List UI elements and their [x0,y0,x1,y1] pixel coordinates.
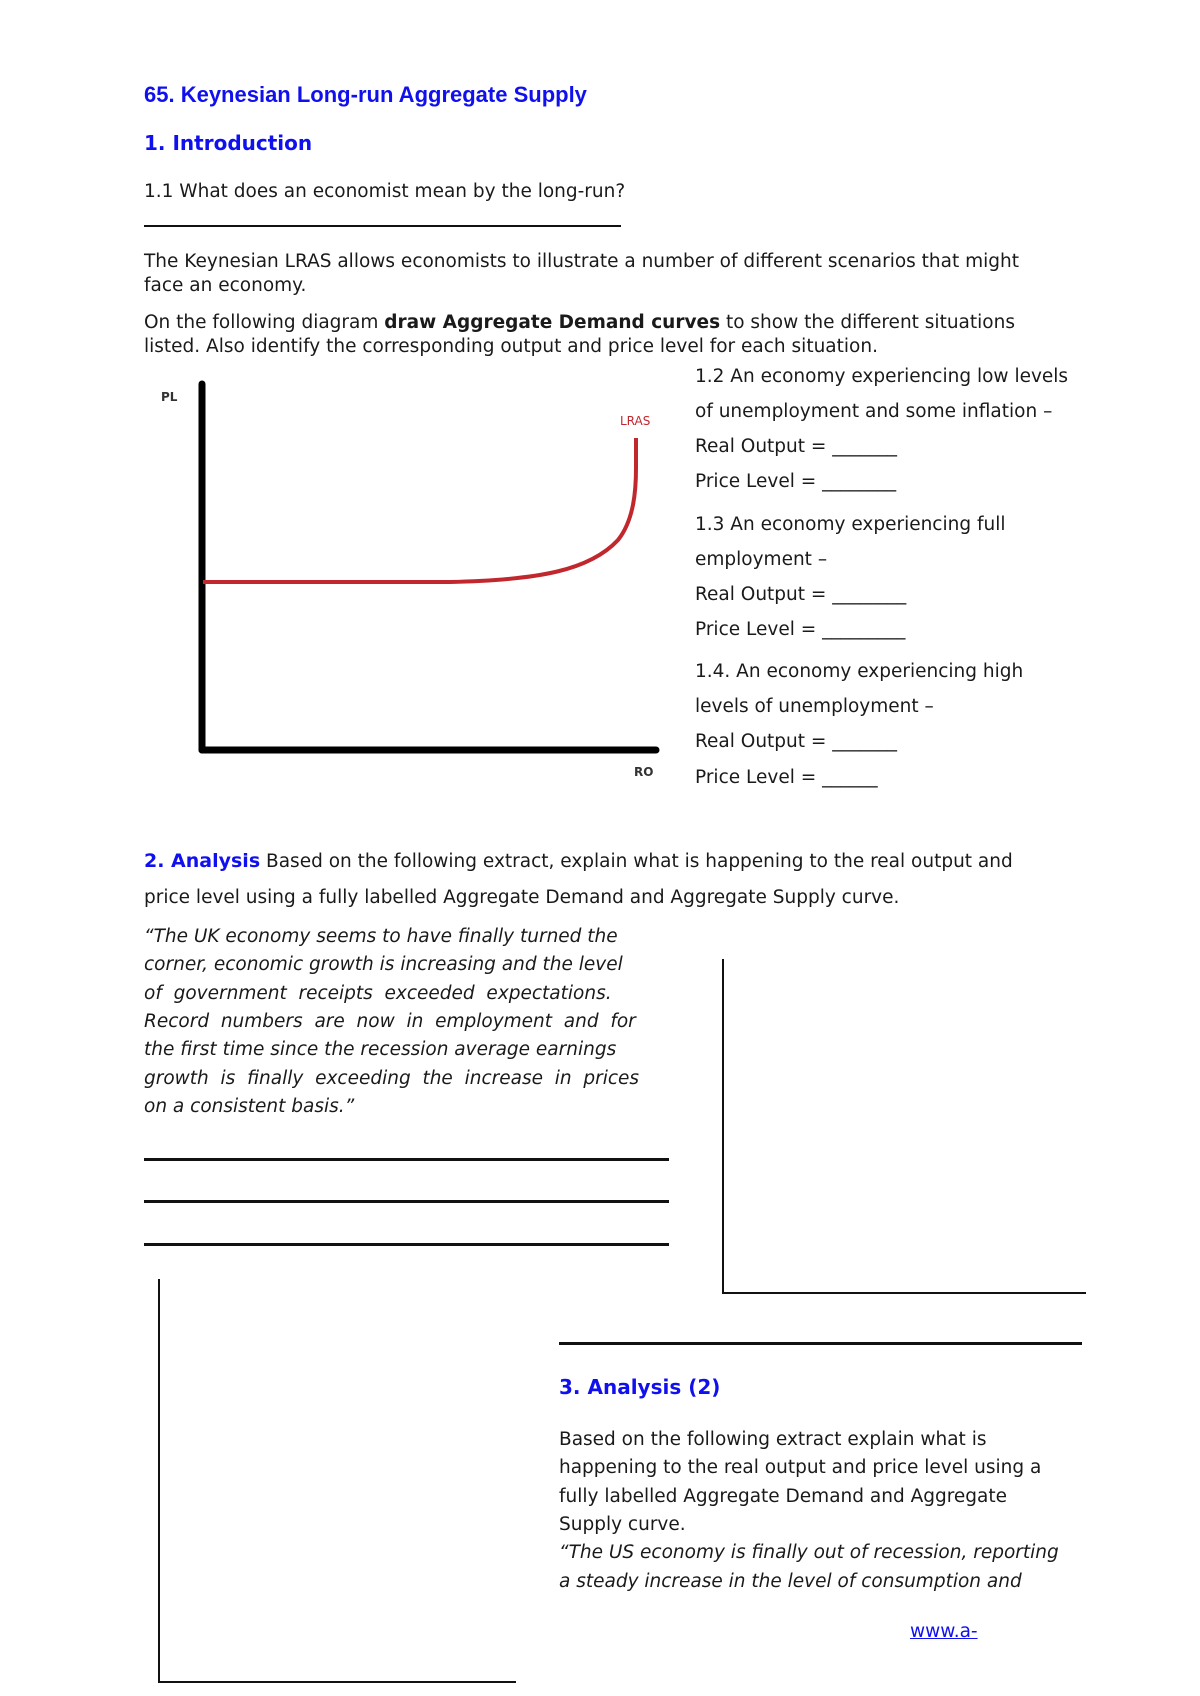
section-2-intro [144,850,1013,873]
instruction-line: listed. Also identify the corresponding output and price level for each situation. [144,336,878,357]
lras-curve [203,438,636,582]
price-level-field[interactable]: Price Level = ______ [695,767,878,788]
instruction-text: On the following diagram [144,312,385,333]
quote-line: of government receipts exceeded expectations. [144,983,612,1004]
intro-paragraph-line: face an economy. [144,275,307,296]
real-output-field[interactable]: Real Output = _______ [695,436,898,457]
instruction-bold: draw Aggregate Demand curves [384,312,721,333]
quote-line: Record numbers are now in employment and for [144,1011,636,1032]
question-1-2-line: 1.2 An economy experiencing low levels [695,366,1069,387]
answer-line[interactable] [144,1200,669,1203]
lras-diagram [150,370,670,790]
footer-link[interactable]: www.a- [910,1621,978,1642]
drawing-area-y-axis [722,959,724,1294]
page-title: 65. Keynesian Long-run Aggregate Supply [144,82,587,107]
real-output-field[interactable]: Real Output = ________ [695,584,907,605]
x-axis-label: RO [634,765,654,779]
answer-line[interactable] [144,1243,669,1246]
answer-line[interactable] [559,1342,1082,1345]
answer-line [144,225,621,227]
price-level-field[interactable]: Price Level = _________ [695,619,906,640]
quote-line: corner, economic growth is increasing and the level [144,954,623,975]
real-output-field[interactable]: Real Output = _______ [695,731,898,752]
price-level-field[interactable]: Price Level = ________ [695,471,897,492]
quote-line: on a consistent basis.” [144,1096,355,1117]
section-3-text: fully labelled Aggregate Demand and Aggregate [559,1486,1008,1507]
y-axis-label: PL [161,390,178,404]
section-3-text: happening to the real output and price level using a [559,1457,1042,1478]
drawing-area-x-axis [722,1292,1086,1294]
section-3-quote: a steady increase in the level of consumption and [559,1571,1022,1592]
quote-line: growth is finally exceeding the increase in prices [144,1068,640,1089]
intro-paragraph-line: The Keynesian LRAS allows economists to illustrate a number of different scenarios that might [144,251,1020,272]
drawing-area-x-axis [158,1681,516,1683]
section-2-heading: 2. Analysis [144,850,261,872]
section-3-text: Supply curve. [559,1514,686,1535]
question-1-1: 1.1 What does an economist mean by the long-run? [144,181,626,202]
lras-label: LRAS [620,414,651,428]
section-2-text: Based on the following extract, explain what is happening to the real output and [260,851,1013,872]
drawing-area-y-axis [158,1279,160,1682]
question-1-3-line: 1.3 An economy experiencing full [695,514,1006,535]
quote-line: the first time since the recession average earnings [144,1039,617,1060]
section-3-heading: 3. Analysis (2) [559,1375,721,1399]
quote-line: “The UK economy seems to have finally turned the [144,926,618,947]
question-1-4-line: levels of unemployment – [695,696,934,717]
section-3-quote: “The US economy is finally out of recession, reporting [559,1542,1059,1563]
answer-line[interactable] [144,1158,669,1161]
question-1-3-line: employment – [695,549,828,570]
section-3-text: Based on the following extract explain what is [559,1429,987,1450]
question-1-4-line: 1.4. An economy experiencing high [695,661,1024,682]
question-1-2-line: of unemployment and some inflation – [695,401,1053,422]
section-2-text: price level using a fully labelled Aggregate Demand and Aggregate Supply curve. [144,887,900,908]
instruction-line [144,312,1015,334]
section-1-heading: 1. Introduction [144,131,313,155]
instruction-text: to show the different situations [720,312,1015,333]
